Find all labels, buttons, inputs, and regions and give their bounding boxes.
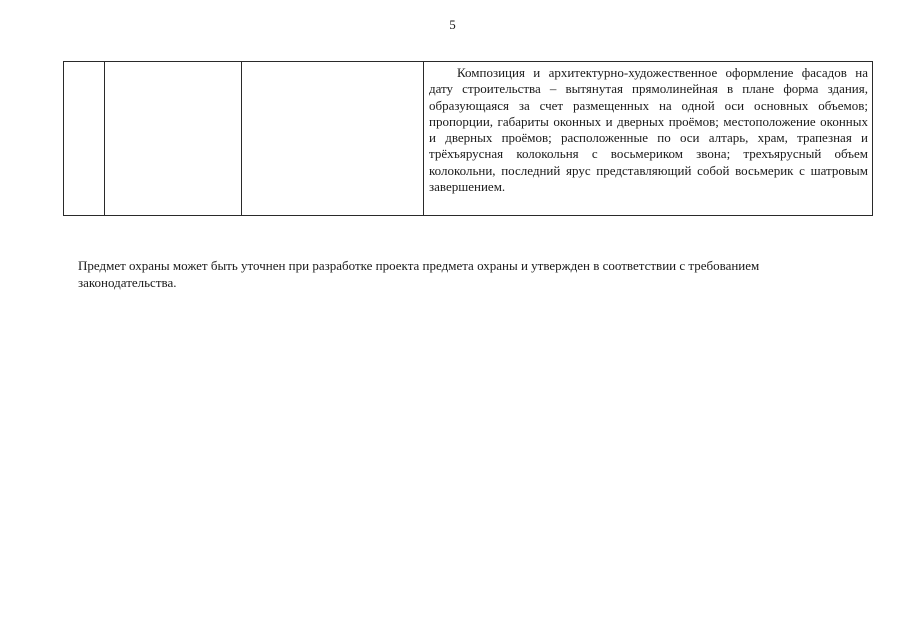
table-cell-description <box>424 62 873 216</box>
table-cell-element <box>105 62 242 216</box>
table-cell-number <box>64 62 105 216</box>
protection-subject-table <box>63 61 873 216</box>
footnote-text: Предмет охраны может быть уточнен при разработке проекта предмета охраны и утвержден в соответствии с требованием законодательства. <box>78 258 760 290</box>
page-number: 5 <box>449 17 456 32</box>
table-row <box>64 62 873 216</box>
table-cell-subject <box>242 62 424 216</box>
facade-description-text: Композиция и архитектурно-художественное оформление фасадов на дату строительства – вытянутая прямолинейная в плане форма здания, образующаяся за счет размещенных на одной оси основных объемов; пропорции, габариты оконных и дверных проёмов; местоположение оконных и дверных проёмов; расположенные по оси алтарь, храм, трапезная и трёхъярусная колокольня с восьмериком звона; трехъярусный объем колокольни, последний ярус представляющий собой восьмерик с шатровым завершением. <box>429 65 868 195</box>
